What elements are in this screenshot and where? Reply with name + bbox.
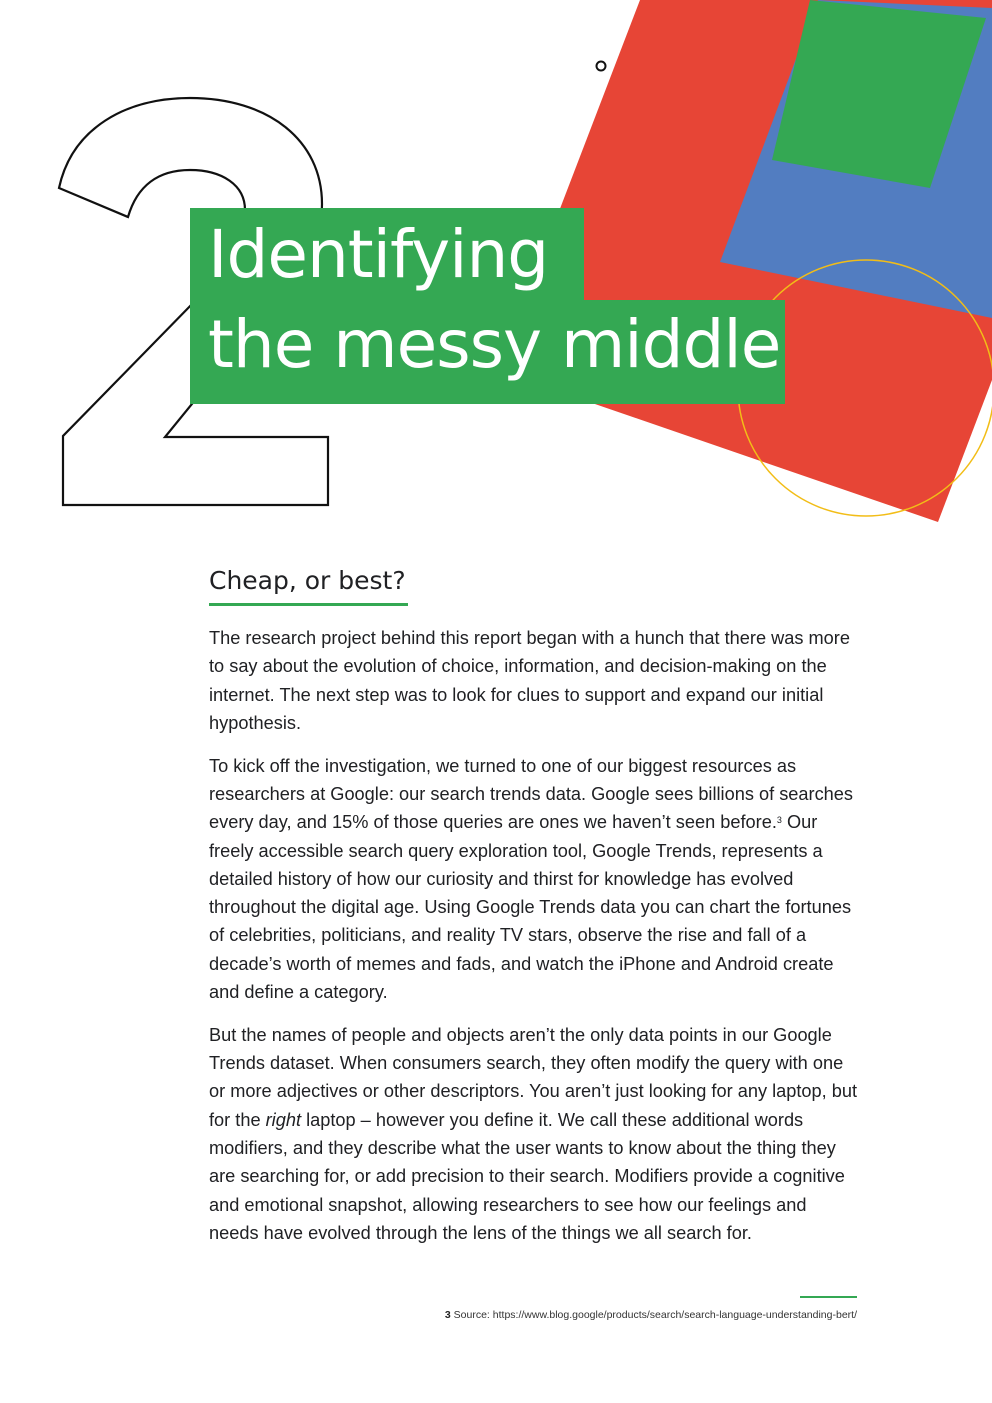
footnote-divider (800, 1296, 857, 1298)
paragraph-3 (209, 1021, 859, 1247)
chapter-title-text-2: the messy middle (208, 306, 781, 383)
footnote-source-link[interactable]: Source: https://www.blog.google/products/search/search-language-understanding-bert/ (450, 1309, 857, 1321)
footnote-number: 3 (444, 1309, 451, 1321)
chapter-title-line-2 (190, 300, 785, 404)
footnote-reference[interactable]: 3 (776, 815, 782, 826)
paragraph-1: The research project behind this report began with a hunch that there was more to say about the evolution of choice, information, and decision-making on the internet. The next step was to look for clues to support and expand our initial hypothesis. (209, 628, 850, 733)
paragraph-2-end: Our freely accessible search query exploration tool, Google Trends, represents a detailed history of how our curiosity and thirst for knowledge has evolved throughout the digital age. Using Google Trends data you can chart the fortunes of celebrities, politicians, and reality TV stars, observe the rise and fall of a decade’s worth of memes and fads, and watch the iPhone and Android create and define a category. (209, 812, 852, 1003)
section-heading: Cheap, or best? (209, 566, 408, 606)
emphasis-word: right (265, 1109, 302, 1130)
paragraph-2-start: To kick off the investigation, we turned to one of our biggest resources as researchers at Google: our search trends data. Google sees billions of searches every day, and 15% of those queries are ones we haven’t seen before. (209, 755, 853, 833)
paragraph-2 (209, 752, 859, 1007)
paragraph-3-start: But the names of people and objects aren’t the only data points in our Google Trends dataset. When consumers search, they often modify the query with one or more adjectives or other descriptors. You aren’t just looking for any laptop, but for the (209, 1024, 858, 1130)
footnote (445, 1309, 857, 1321)
body-text (209, 624, 859, 1262)
chapter-title-text-1: Identifying (208, 216, 549, 293)
chapter-title-line-1 (190, 208, 584, 300)
paragraph-3-end: laptop – however you define it. We call these additional words modifiers, and they describe what the user wants to know about the thing they are searching for, or add precision to their search. Modifiers provide a cognitive and emotional snapshot, allowing researchers to see how our feelings and needs have evolved through the lens of the things we all search for. (209, 1109, 845, 1243)
small-ring-icon (597, 62, 606, 71)
